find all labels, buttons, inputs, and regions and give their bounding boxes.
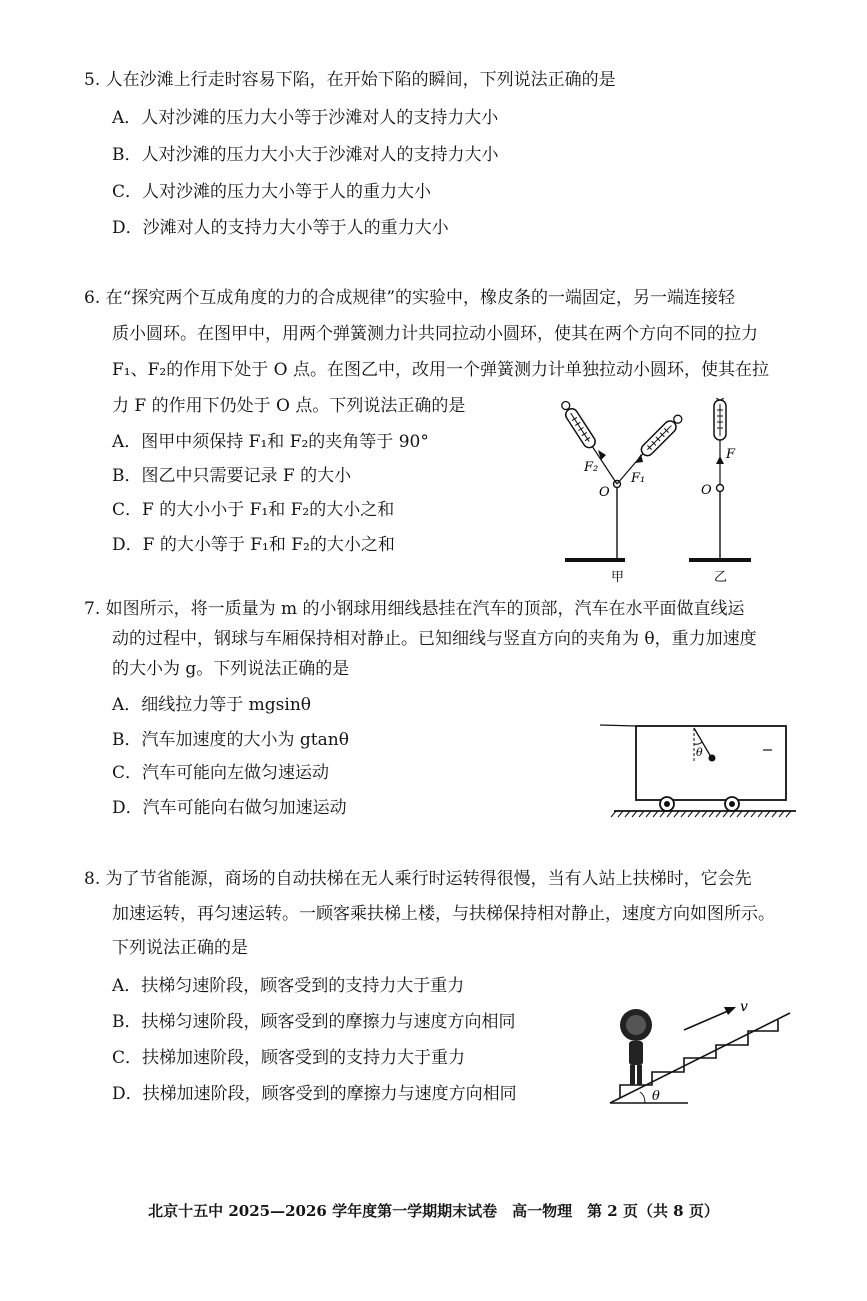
q7-option-c: C．汽车可能向左做匀速运动 — [112, 763, 330, 783]
q6-stem-line-1: 6. 在“探究两个互成角度的力的合成规律”的实验中，橡皮条的一端固定，另一端连接轻 — [84, 288, 736, 308]
person-figure — [620, 1009, 652, 1085]
q5-stem: 5. 人在沙滩上行走时容易下陷，在开始下陷的瞬间，下列说法正确的是 — [84, 70, 616, 90]
ground-hatching — [611, 811, 791, 817]
label-O-yi: O — [701, 483, 712, 498]
q8-option-a: A．扶梯匀速阶段，顾客受到的支持力大于重力 — [112, 976, 465, 996]
label-theta: θ — [696, 746, 703, 759]
q8-stem-line-1: 8. 为了节省能源，商场的自动扶梯在无人乘行时运转得很慢，当有人站上扶梯时，它会先 — [84, 869, 752, 889]
q7-option-a: A．细线拉力等于 mgsinθ — [112, 695, 312, 715]
page-footer: 北京十五中 2025—2026 学年度第一学期期末试卷 高一物理 第 2 页（共 8 页） — [148, 1202, 719, 1220]
q6-stem-line-4: 力 F 的作用下仍处于 O 点。下列说法正确的是 — [112, 396, 466, 416]
steel-ball — [709, 755, 716, 762]
q8-stem-line-2: 加速运转，再匀速运转。一顾客乘扶梯上楼，与扶梯保持相对静止，速度方向如图所示。 — [112, 904, 775, 924]
jia-spring-scale-left — [559, 399, 598, 450]
label-jia: 甲 — [611, 570, 625, 585]
q7-stem-line-2: 动的过程中，钢球与车厢保持相对静止。已知细线与竖直方向的夹角为 θ，重力加速度 — [112, 629, 757, 649]
yi-spring-scale — [714, 398, 726, 440]
q5-option-d: D．沙滩对人的支持力大小等于人的重力大小 — [112, 218, 449, 238]
label-yi: 乙 — [714, 570, 728, 585]
q8-option-b: B．扶梯匀速阶段，顾客受到的摩擦力与速度方向相同 — [112, 1012, 516, 1032]
label-O-jia: O — [599, 485, 610, 500]
velocity-arrow — [684, 1011, 728, 1030]
q6-option-a: A．图甲中须保持 F₁和 F₂的夹角等于 90° — [112, 432, 429, 452]
q6-option-b: B．图乙中只需要记录 F 的大小 — [112, 466, 352, 486]
q8-option-c: C．扶梯加速阶段，顾客受到的支持力大于重力 — [112, 1048, 466, 1068]
q5-option-a: A．人对沙滩的压力大小等于沙滩对人的支持力大小 — [112, 108, 499, 128]
q7-option-b: B．汽车加速度的大小为 gtanθ — [112, 730, 349, 750]
label-F1: F₁ — [631, 471, 646, 486]
label-F: F — [726, 447, 736, 462]
q7-stem-line-3: 的大小为 g。下列说法正确的是 — [112, 659, 350, 679]
q8-stem-line-3: 下列说法正确的是 — [112, 938, 248, 958]
q6-stem-line-3: F₁、F₂的作用下处于 O 点。在图乙中，改用一个弹簧测力计单独拉动小圆环，使其在拉 — [112, 360, 769, 380]
q5-option-b: B．人对沙滩的压力大小大于沙滩对人的支持力大小 — [112, 145, 499, 165]
car-body — [636, 726, 786, 800]
q6-option-c: C．F 的大小小于 F₁和 F₂的大小之和 — [112, 500, 395, 520]
jia-spring-scale-right — [639, 412, 685, 458]
q6-stem-line-2: 质小圆环。在图甲中，用两个弹簧测力计共同拉动小圆环，使其在两个方向不同的拉力 — [112, 324, 758, 344]
car-roof-line — [600, 725, 636, 726]
q7-figure — [600, 718, 800, 823]
q6-figure — [555, 398, 765, 588]
q8-figure — [600, 995, 810, 1110]
q7-stem-line-1: 7. 如图所示，将一质量为 m 的小钢球用细线悬挂在汽车的顶部，汽车在水平面做直线运 — [84, 599, 745, 619]
q5-option-c: C．人对沙滩的压力大小等于人的重力大小 — [112, 182, 432, 202]
q7-option-d: D．汽车可能向右做匀加速运动 — [112, 798, 347, 818]
q8-option-d: D．扶梯加速阶段，顾客受到的摩擦力与速度方向相同 — [112, 1084, 517, 1104]
label-F2: F₂ — [584, 460, 599, 475]
q6-option-d: D．F 的大小等于 F₁和 F₂的大小之和 — [112, 535, 395, 555]
yi-ring — [717, 485, 724, 492]
label-v: v — [740, 999, 748, 1015]
label-theta-escalator: θ — [652, 1089, 660, 1104]
